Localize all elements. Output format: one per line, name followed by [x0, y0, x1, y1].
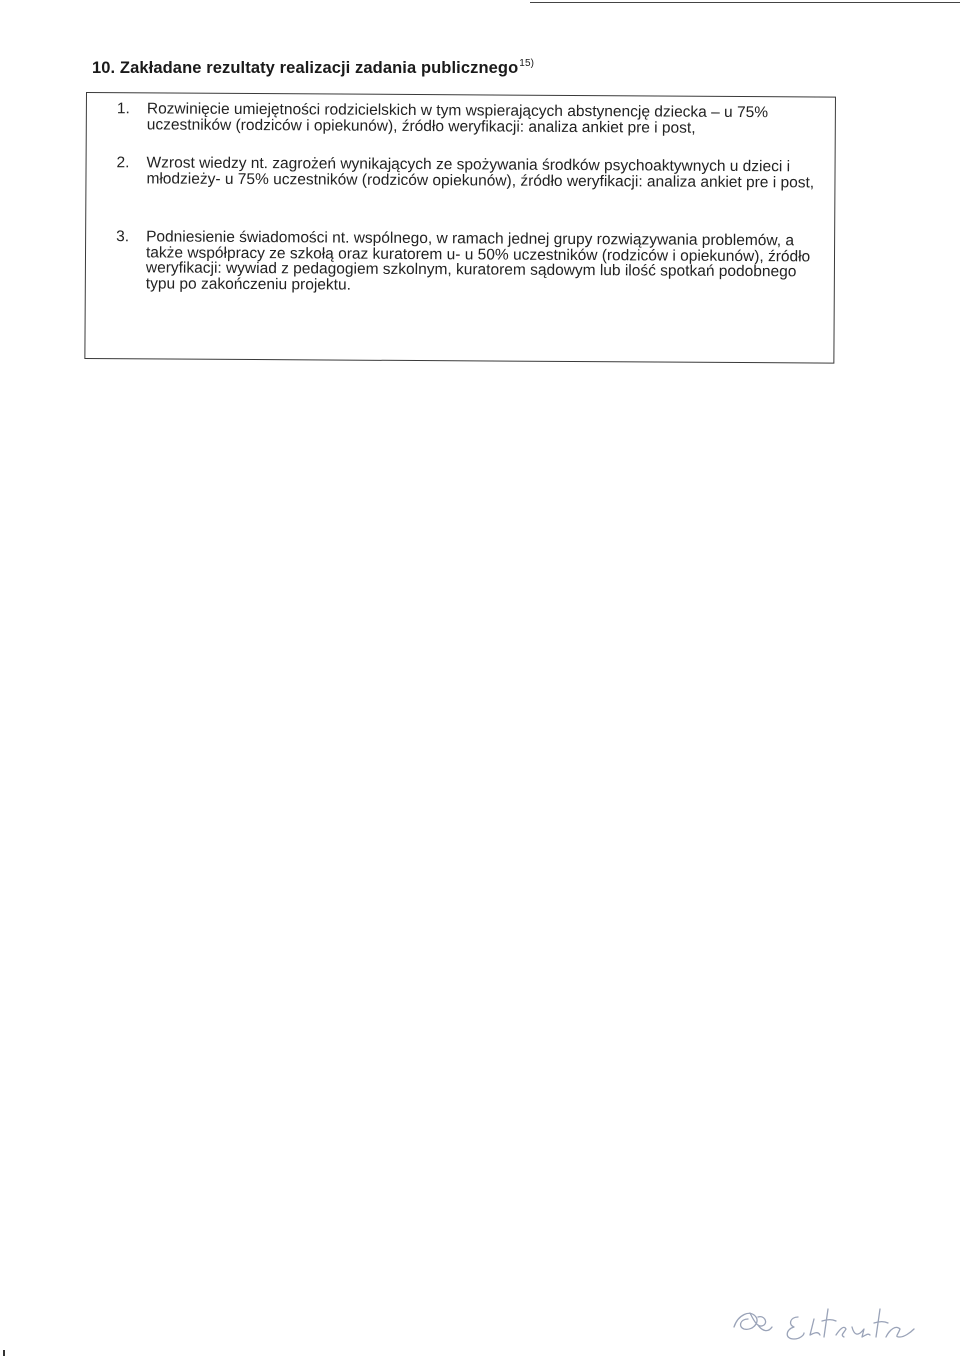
result-text: Rozwinięcie umiejętności rodzicielskich w tym wspierających abstynencję dziecka – u 75% uczestników (rodziców i opiekunów), źródło weryfikacji: analiza ankiet pre i post,: [146, 100, 769, 137]
top-border-line: [530, 2, 960, 3]
expected-results-box: [84, 92, 836, 364]
section-title: 10. Zakładane rezultaty realizacji zadania publicznego: [92, 59, 519, 77]
result-text: Podniesienie świadomości nt. wspólnego, w ramach jednej grupy rozwiązywania problemów, a także współpracy ze szkołą oraz kuratorem u- u 50% uczestników (rodziców i opiekunów), źródło weryfikacji: wywiad z pedagogiem szkolnym, kuratorem sądowym lub ilość spotkań podobnego typu po zakończeniu projektu.: [145, 228, 811, 294]
result-number: 2.: [116, 154, 130, 172]
scan-mark: [3, 1350, 5, 1356]
handwritten-signature: [728, 1295, 928, 1355]
result-number: 1.: [116, 100, 130, 118]
result-number: 3.: [116, 228, 130, 246]
footnote-marker: 15): [519, 58, 535, 69]
section-heading: [92, 58, 534, 78]
result-text: Wzrost wiedzy nt. zagrożeń wynikających ze spożywania środków psychoaktywnych u dzieci i młodzieży- u 75% uczestników (rodziców opiekunów), źródło weryfikacji: analiza ankiet pre i post,: [146, 154, 815, 191]
